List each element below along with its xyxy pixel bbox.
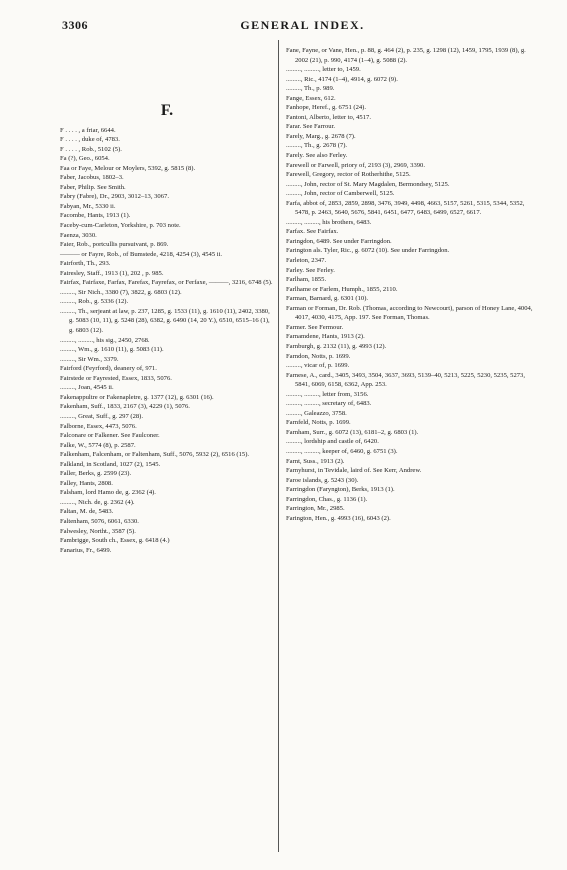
index-entry: ........., John, rector of Camberwell, 5125. [286,190,395,198]
index-entry: F . . . . , Rob., 5102 (5). [60,145,122,153]
section-letter: F. [160,102,174,119]
index-entry: Falley, Hants, 2808. [60,479,113,487]
index-entry: Fairstede or Fayrested, Essex, 1833, 5076. [60,374,172,382]
index-entry: Farmer. See Fermour. [286,323,344,331]
right-entry-list [286,46,538,523]
index-entry: Farington, Hen., g. 4993 (16), 6043 (2). [286,514,391,522]
index-entry: Faringdon, 6489. See under Farringdon. [286,237,392,245]
index-entry: Faroe islands, g. 5243 (30). [286,476,359,484]
index-entry: Facombe, Hants, 1913 (1). [60,212,131,220]
index-entry: Fabry (Fabre), Dr., 2903, 3012–13, 3067. [60,193,169,201]
index-entry: ........., Great, Suff., g. 297 (28). [60,412,144,420]
index-entry: ........., ........., keeper of, 6460, g. 6751 (3). [286,447,398,455]
index-entry: ........., Joan, 4545 ii. [60,384,114,392]
index-entry: Falkland, in Scotland, 1027 (2), 1545. [60,460,161,468]
index-entry: ........., Ric., 4174 (1–4), 4914, g. 6072 (9). [286,75,398,83]
index-entry: ........., Th., p. 989. [286,85,335,93]
index-entry: Faceby-cum-Carleton, Yorkshire, p. 703 note. [60,222,181,230]
index-entry: ........., vicar of, p. 1699. [286,362,350,370]
index-entry: Faber, Philip. See Smith. [60,183,126,191]
index-entry: ........., John, rector of St. Mary Magdalen, Bermondsey, 5125. [286,180,450,188]
running-title: GENERAL INDEX. [240,18,365,32]
index-entry: Farnese, A., card., 3405, 3493, 3504, 3637, 3693, 5139–40, 5213, 5225, 5230, 5235, 5273, 5841, 6069, 6158, 6362, App. 253. [286,371,526,389]
index-entry: Farndon, Notts, p. 1699. [286,352,351,360]
index-entry: ........., Wm., g. 1610 (11), g. 5083 (11). [60,346,164,354]
index-entry: ........., Sir Nich., 3380 (7), 3822, g. 6803 (12). [60,288,182,296]
index-entry: ........., Sir Wm., 3379. [60,355,119,363]
index-entry: Farewell or Farwell, priory of, 2193 (3), 2969, 3390. [286,161,425,169]
index-entry: Fambrigge, South ch., Essex, g. 6418 (4.) [60,537,170,545]
index-entry: ........., Th., g. 2678 (7). [286,142,348,150]
index-entry: ........., ........., letter to, 1459. [286,66,361,74]
left-column [60,0,274,555]
index-entry: Fairforth, Th., 293. [60,260,111,268]
index-entry: Farlham, 1855. [286,276,327,284]
index-entry: Fanhope, Heref., g. 6751 (24). [286,104,367,112]
index-entry: ........., ........., secretary of, 6483. [286,400,372,408]
index-entry: Faa or Faye, Melour or Moylers, 5392, g. 5815 (8). [60,164,196,172]
index-entry: ........., ........., his sig., 2450, 2768. [60,336,150,344]
index-entry: Farnfeld, Notts, p. 1699. [286,419,351,427]
index-entry: F . . . . , duke of, 4783. [60,136,120,144]
index-entry: Farnburgh, g. 2132 (11), g. 4993 (12). [286,342,387,350]
index-entry: Faller, Berks, g. 2599 (23). [60,470,132,478]
index-entry: Farringdon (Faryngton), Berks, 1913 (1). [286,486,395,494]
index-entry: Farely, Marg., g. 2678 (7). [286,132,356,140]
index-entry: Faltan, M. de, 5483. [60,508,114,516]
index-entry: Fairesley, Staff., 1913 (1), 202 , p. 985. [60,269,164,277]
index-entry: Farely. See also Ferley. [286,152,348,160]
index-entry: ........., ........., letter from, 3156. [286,390,369,398]
index-entry: ........., Th., serjeant at law, p. 237, 1285, g. 1533 (11), g. 1610 (11), 2402, 3380, g. 5083 (10, 11), g. 5248 (28), 6382, g. 6490 (14, 20 Y.), 6510, 6515–16 (1), g. 6803 (12). [60,307,270,335]
index-entry: Faber, Jacobus, 1802–3. [60,174,124,182]
index-entry: Farar. See Farrour. [286,123,336,131]
index-entry: Fane, Fayne, or Vane, Hen., p. 88, g. 464 (2), p. 235, g. 1298 (12), 1459, 1795, 1939 (8), g. 2002 (21), p. 990, 4174 (1–4), g. 5088 (2). [286,47,526,64]
index-entry: ........., lordship and castle of, 6420. [286,438,379,446]
index-entry: F . . . . , a friar, 6644. [60,126,116,134]
index-entry: Farewell, Gregory, rector of Rotherhithe, 5125. [286,171,411,179]
index-entry: Fabyan, Mr., 5330 ii. [60,202,116,210]
index-entry: Fakenappultre or Fakenapletre, g. 1377 (12), g. 6301 (16). [60,393,214,401]
page-number: 3306 [62,18,88,32]
left-entry-list [60,126,274,556]
index-entry: Falsham, lord Hamo de, g. 2362 (4). [60,489,156,497]
index-entry: Farringdon, Chas., g. 1136 (1). [286,495,368,503]
index-entry: Farfa, abbot of, 2853, 2859, 2898, 3476, 3949, 4498, 4663, 5157, 5261, 5315, 5344, 5352, 5478, p. 2463, 5640, 5676, 5841, 6451, 6477, 6483, 6499, 6527, 6617. [286,199,525,217]
index-entry: Fa (?), Geo., 6054. [60,155,110,163]
index-entry: Falconare or Falkener. See Faulconer. [60,432,160,440]
index-entry: ........., ........., his brothers, 6483. [286,218,372,226]
index-entry: Farington als. Tyler, Ric., g. 6072 (10). See under Farringdon. [286,247,450,255]
index-entry: ........., Nich. de, g. 2362 (4). [60,498,135,506]
index-entry: Fange, Essex, 612. [286,94,336,102]
index-entry: Falkenham, Falcenham, or Faltenham, Suff., 5076, 5932 (2), 6516 (15). [60,451,250,459]
index-entry: Falke, W., 5774 (8), p. 2587. [60,441,136,449]
index-entry: Fairford (Feyrford), deanery of, 971. [60,365,157,373]
index-entry: Fakenham, Suff., 1833, 2167 (3), 4229 (1), 5076. [60,403,190,411]
index-entry: Farnamdene, Hants, 1913 (2). [286,333,365,341]
index-entry: Farlhame or Farlem, Humph., 1855, 2110. [286,285,398,293]
index-entry: Fantoni, Alberto, letter to, 4517. [286,113,371,121]
index-entry: Falborne, Essex, 4473, 5076. [60,422,137,430]
index-entry: ........., Rob., g. 5336 (12). [60,298,129,306]
index-entry: ........., Galeazzo, 3758. [286,409,347,417]
column-divider [278,40,279,852]
index-entry: Falwesley, Northt., 3587 (5). [60,527,136,535]
index-entry: Farnham, Surr., g. 6072 (13), 6181–2, g. 6803 (1). [286,428,419,436]
index-entry: Faenza, 3030. [60,231,97,239]
index-entry: Faier, Rob., portcullis pursuivant, p. 869. [60,241,169,249]
index-entry: Farley. See Ferley. [286,266,335,274]
right-column [286,46,538,523]
index-entry: Farrington, Mr., 2985. [286,505,345,513]
index-entry: Farnt, Suss., 1913 (2). [286,457,345,465]
index-entry: Faltenham, 5076, 6061, 6330. [60,517,139,525]
index-entry: Farfax. See Fairfax. [286,228,339,236]
index-entry: ——— or Fayre, Rob., of Bumstede, 4218, 4254 (3), 4545 ii. [60,250,223,258]
index-entry: Fanarius, Fr., 6499. [60,546,112,554]
index-entry: Farnyhurst, in Tevidale, laird of. See Kerr, Andrew. [286,467,422,475]
index-entry: Farman or Forman, Dr. Rob. (Thomas, according to Newcourt), parson of Honey Lane, 4004, 4017, 4030, 4175, App. 197. See Forman, Thomas. [286,304,533,322]
index-entry: Fairfax, Fairfaxe, Farfax, Farefax, Fayrefax, or Ferfaxe, ———, 3216, 6748 (5). [60,279,273,287]
index-entry: Farman, Barnard, g. 6301 (10). [286,295,369,303]
index-entry: Farleton, 2347. [286,257,327,265]
